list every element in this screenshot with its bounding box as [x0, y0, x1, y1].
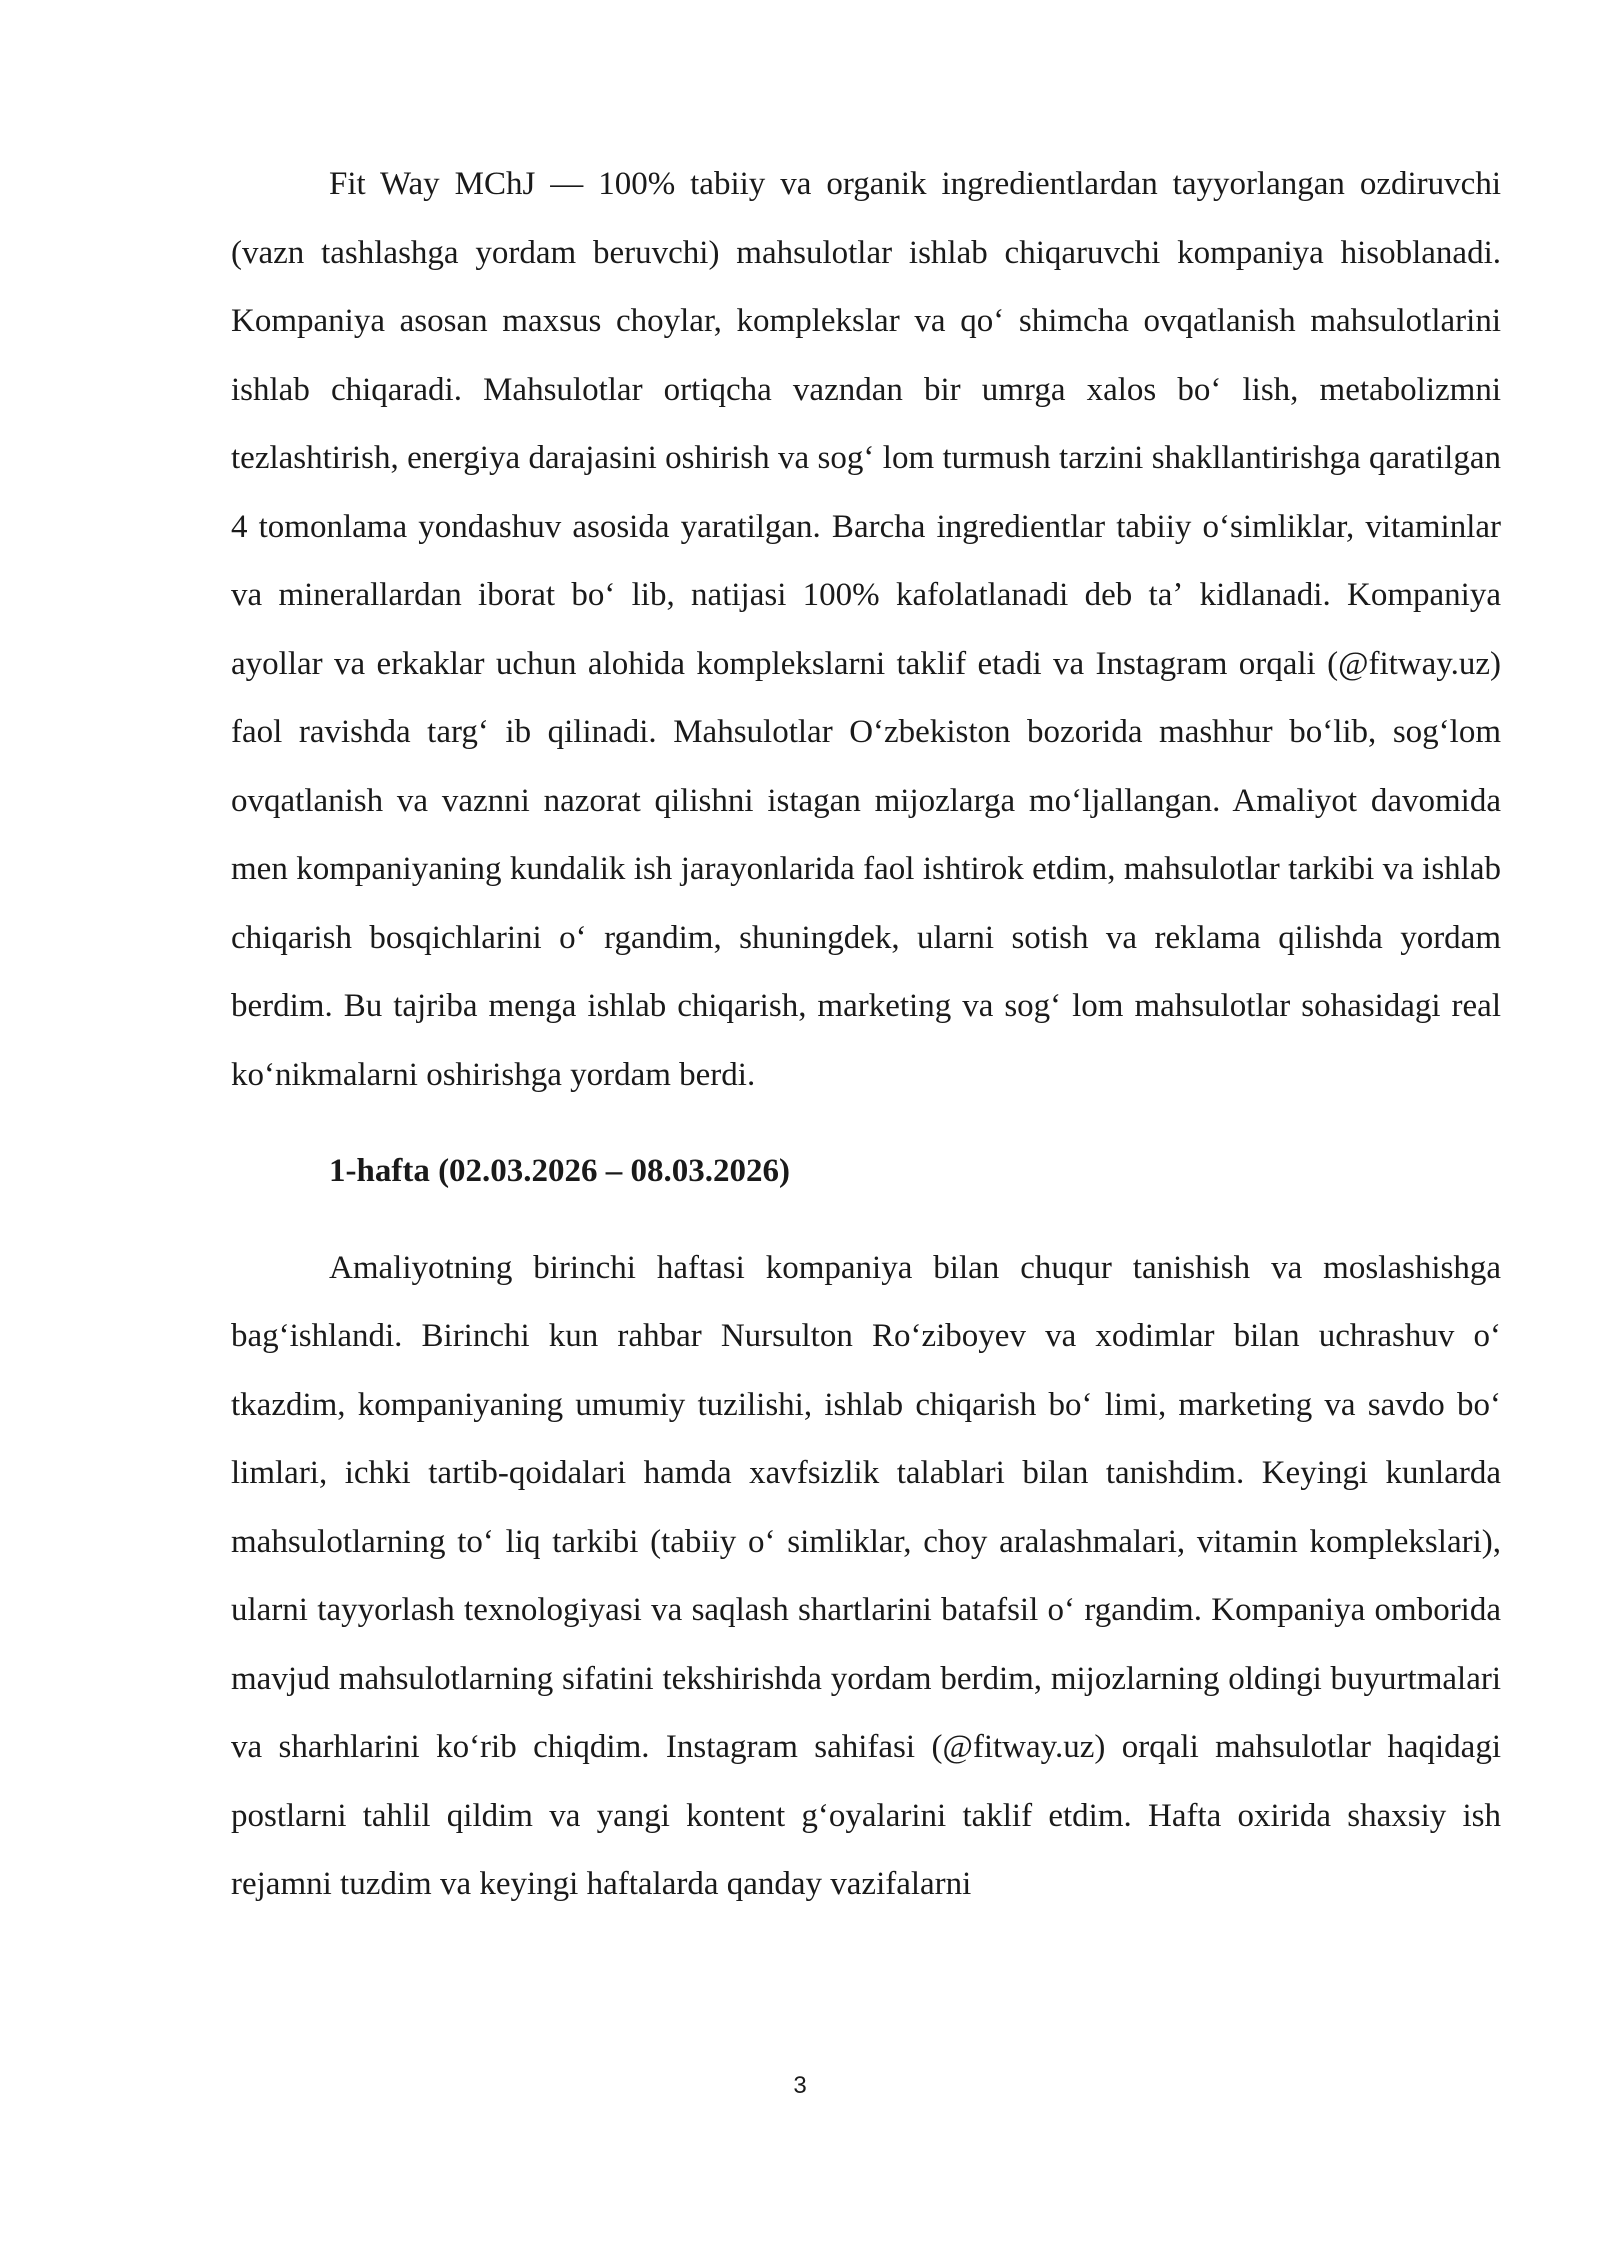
page-number: 3 [793, 2072, 807, 2099]
company-description-paragraph: Fit Way MChJ — 100% tabiiy va organik ingredientlardan tayyorlangan ozdiruvchi (vazn tashlashga yordam beruvchi) mahsulotlar ishlab chiqaruvchi kompaniya hisoblanadi. Kompaniya asosan maxsus choylar, komplekslar va qoʻ shimcha ovqatlanish mahsulotlarini ishlab chiqaradi. Mahsulotlar ortiqcha vazndan bir umrga xalos boʻ lish, metabolizmni tezlashtirish, energiya darajasini oshirish va sogʻ lom turmush tarzini shakllantirishga qaratilgan 4 tomonlama yondashuv asosida yaratilgan. Barcha ingredientlar tabiiy oʻsimliklar, vitaminlar va minerallardan iborat boʻ lib, natijasi 100% kafolatlanadi deb taʼ kidlanadi. Kompaniya ayollar va erkaklar uchun alohida komplekslarni taklif etadi va Instagram orqali (@fitway.uz) faol ravishda targʻ ib qilinadi. Mahsulotlar Oʻzbekiston bozorida mashhur boʻlib, sogʻlom ovqatlanish va vaznni nazorat qilishni istagan mijozlarga moʻljallangan. Amaliyot davomida men kompaniyaning kundalik ish jarayonlarida faol ishtirok etdim, mahsulotlar tarkibi va ishlab chiqarish bosqichlarini oʻ rgandim, shuningdek, ularni sotish va reklama qilishda yordam berdim. Bu tajriba menga ishlab chiqarish, marketing va sogʻ lom mahsulotlar sohasidagi real koʻnikmalarni oshirishga yordam berdi. [231, 166, 1501, 1093]
week-1-heading: 1-hafta (02.03.2026 – 08.03.2026) [329, 1153, 791, 1189]
week-1-paragraph: Amaliyotning birinchi haftasi kompaniya bilan chuqur tanishish va moslashishga bagʻishlandi. Birinchi kun rahbar Nursulton Roʻziboyev va xodimlar bilan uchrashuv oʻ tkazdim, kompaniyaning umumiy tuzilishi, ishlab chiqarish boʻ limi, marketing va savdo boʻ limlari, ichki tartib-qoidalari hamda xavfsizlik talablari bilan tanishdim. Keyingi kunlarda mahsulotlarning toʻ liq tarkibi (tabiiy oʻ simliklar, choy aralashmalari, vitamin komplekslari), ularni tayyorlash texnologiyasi va saqlash shartlarini batafsil oʻ rgandim. Kompaniya omborida mavjud mahsulotlarning sifatini tekshirishda yordam berdim, mijozlarning oldingi buyurtmalari va sharhlarini koʻrib chiqdim. Instagram sahifasi (@fitway.uz) orqali mahsulotlar haqidagi postlarni tahlil qildim va yangi kontent gʻoyalarini taklif etdim. Hafta oxirida shaxsiy ish rejamni tuzdim va keyingi haftalarda qanday vazifalarni [231, 1249, 1501, 1902]
document-page [231, 150, 1501, 1919]
